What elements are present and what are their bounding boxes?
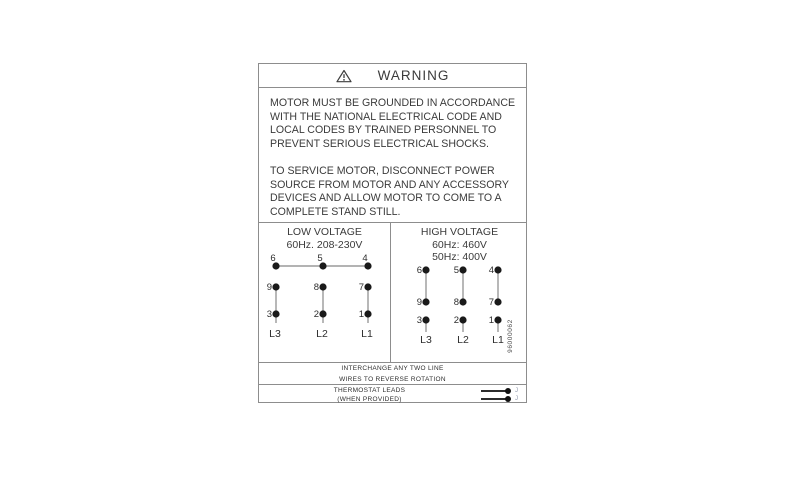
terminal-number: 6	[270, 252, 276, 264]
line-label: L3	[420, 333, 432, 346]
grounding-paragraph	[270, 97, 515, 151]
terminal-number: 9	[266, 281, 272, 293]
part-number: 96000062	[507, 319, 514, 353]
terminal-number: 8	[453, 296, 459, 308]
lead-label: J	[515, 396, 518, 402]
warning-triangle-icon	[336, 69, 352, 83]
lead-terminal-dot	[505, 388, 511, 394]
wiring-section	[259, 222, 526, 362]
terminal-dot	[319, 283, 326, 290]
text-line: SOURCE FROM MOTOR AND ANY ACCESSORY	[270, 178, 509, 191]
terminal-number: 5	[317, 252, 323, 264]
text-line: COMPLETE STAND STILL.	[270, 205, 401, 218]
text-line: MOTOR MUST BE GROUNDED IN ACCORDANCE	[270, 97, 516, 109]
terminal-number: 3	[266, 308, 272, 320]
terminal-dot	[272, 310, 279, 317]
terminal-number: 6	[416, 264, 422, 276]
service-paragraph	[270, 165, 515, 219]
terminal-dot	[494, 316, 501, 323]
terminal-dot	[422, 316, 429, 323]
line-label: L2	[316, 327, 328, 340]
text-line: LOCAL CODES BY TRAINED PERSONNEL TO	[270, 124, 497, 136]
lead-label: J	[515, 388, 518, 394]
terminal-dot	[459, 266, 466, 273]
line-label: L2	[457, 333, 469, 346]
rotation-note-line1: INTERCHANGE ANY TWO LINE	[341, 365, 444, 372]
lead-terminal-dot	[505, 396, 511, 402]
thermostat-lead-symbol	[481, 396, 518, 402]
line-label: L3	[269, 327, 281, 340]
warning-header	[259, 64, 526, 88]
thermostat-lead-symbol	[481, 388, 518, 394]
terminal-dot	[494, 266, 501, 273]
line-label: L1	[361, 327, 373, 340]
terminal-dot	[459, 316, 466, 323]
terminal-number: 1	[358, 308, 364, 320]
low-voltage-terminal-diagram	[259, 251, 390, 362]
high-voltage-title: HIGH VOLTAGE	[420, 226, 499, 238]
terminal-dot	[422, 298, 429, 305]
terminal-number: 4	[488, 264, 494, 276]
terminal-number: 5	[453, 264, 459, 276]
text-line: WITH THE NATIONAL ELECTRICAL CODE AND	[270, 110, 502, 123]
terminal-number: 2	[453, 314, 459, 326]
line-label: L1	[492, 333, 504, 346]
terminal-dot	[272, 283, 279, 290]
text-line: TO SERVICE MOTOR, DISCONNECT POWER	[270, 165, 495, 177]
warning-body	[259, 88, 526, 223]
low-voltage-section	[259, 223, 390, 362]
high-voltage-subtitle-60hz: 60Hz: 460V	[432, 238, 487, 251]
terminal-number: 7	[488, 296, 494, 308]
lead-wire	[481, 398, 506, 400]
thermostat-line2: (WHEN PROVIDED)	[337, 395, 402, 403]
terminal-dot	[319, 310, 326, 317]
terminal-dot	[494, 298, 501, 305]
terminal-number: 1	[488, 314, 494, 326]
terminal-number: 8	[313, 281, 319, 293]
terminal-dot	[364, 310, 371, 317]
low-voltage-title: LOW VOLTAGE	[287, 226, 362, 238]
text-line: PREVENT SERIOUS ELECTRICAL SHOCKS.	[270, 137, 489, 150]
text-line: DEVICES AND ALLOW MOTOR TO COME TO A	[270, 192, 502, 204]
terminal-dot	[364, 283, 371, 290]
terminal-dot	[459, 298, 466, 305]
terminal-number: 9	[416, 296, 422, 308]
terminal-number: 4	[362, 252, 368, 264]
thermostat-note	[259, 384, 526, 403]
rotation-note	[259, 362, 526, 384]
thermostat-line1: THERMOSTAT LEADS	[333, 387, 406, 394]
low-voltage-subtitle: 60Hz. 208-230V	[286, 238, 363, 251]
terminal-dot	[422, 266, 429, 273]
rotation-note-line2: WIRES TO REVERSE ROTATION	[339, 375, 446, 383]
lead-wire	[481, 390, 506, 392]
warning-title: WARNING	[377, 68, 450, 83]
terminal-number: 3	[416, 314, 422, 326]
terminal-number: 2	[313, 308, 319, 320]
high-voltage-subtitle-50hz: 50Hz: 400V	[432, 250, 487, 263]
motor-warning-label	[258, 63, 527, 403]
terminal-number: 7	[358, 281, 364, 293]
